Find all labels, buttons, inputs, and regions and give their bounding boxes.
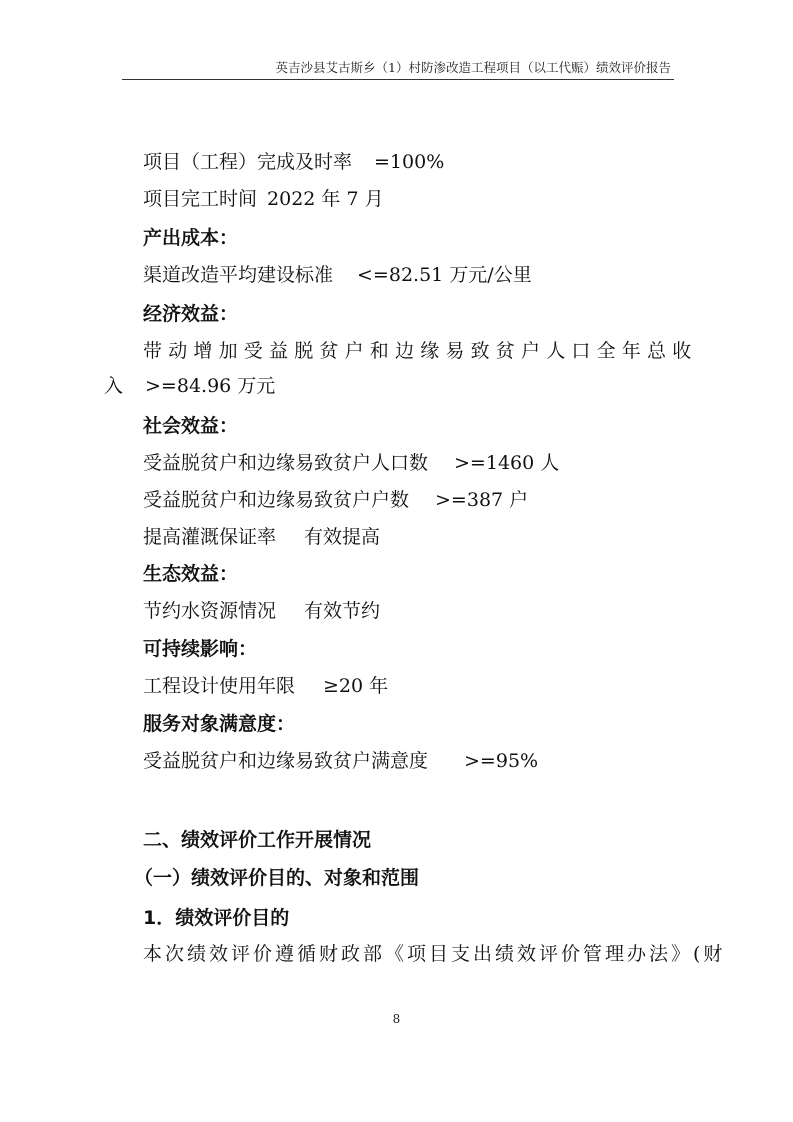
subsection-1-title: （一）绩效评价目的、对象和范围: [134, 867, 420, 889]
households-row: [143, 488, 528, 512]
completion-time-value: 2022 年 7 月: [267, 188, 384, 210]
completion-rate-row: [143, 150, 444, 174]
irrigation-label: 提高灌溉保证率: [143, 526, 277, 548]
income-value: >=84.96 万元: [145, 375, 276, 397]
satisfaction-row: [143, 749, 538, 773]
water-saving-row: [143, 599, 380, 623]
canal-cost-row: [143, 263, 532, 287]
satisfaction-label: 受益脱贫户和边缘易致贫户满意度: [143, 750, 429, 772]
income-line-1: 带动增加受益脱贫户和边缘易致贫户人口全年总收: [143, 340, 698, 362]
sustainability-heading: 可持续影响：: [143, 638, 258, 660]
design-life-label: 工程设计使用年限: [143, 675, 296, 697]
population-value: >=1460 人: [454, 452, 560, 474]
income-label-tail: 入: [104, 375, 124, 397]
section-2-title: 二、绩效评价工作开展情况: [143, 829, 372, 851]
page-number: 8: [392, 1012, 401, 1026]
paragraph-start: 本次绩效评价遵循财政部《项目支出绩效评价管理办法》(财: [143, 943, 726, 965]
completion-rate-value: =100%: [374, 151, 445, 173]
households-label: 受益脱贫户和边缘易致贫户户数: [143, 489, 410, 511]
irrigation-value: 有效提高: [304, 526, 381, 548]
satisfaction-value: >=95%: [464, 750, 539, 772]
cost-heading: 产出成本：: [143, 227, 239, 249]
canal-cost-value: <=82.51 万元/公里: [357, 264, 532, 286]
completion-time-label: 项目完工时间: [143, 188, 258, 210]
irrigation-row: [143, 525, 380, 549]
households-value: >=387 户: [435, 489, 529, 511]
satisfaction-heading: 服务对象满意度：: [143, 713, 296, 735]
social-heading: 社会效益：: [143, 415, 239, 437]
population-row: [143, 451, 559, 475]
header-divider: [122, 79, 674, 80]
ecological-heading: 生态效益：: [143, 563, 239, 585]
economic-heading: 经济效益：: [143, 303, 239, 325]
canal-cost-label: 渠道改造平均建设标准: [143, 264, 334, 286]
population-label: 受益脱贫户和边缘易致贫户人口数: [143, 452, 429, 474]
design-life-value: ≥20 年: [323, 675, 389, 697]
item-1-title: 1．绩效评价目的: [143, 907, 290, 929]
water-saving-value: 有效节约: [304, 600, 381, 622]
completion-rate-label: 项目（工程）完成及时率: [143, 151, 353, 173]
completion-time-row: [143, 187, 384, 211]
document-header-title: 英吉沙县艾古斯乡（1）村防渗改造工程项目（以工代赈）绩效评价报告: [275, 60, 671, 75]
income-line-2: [104, 374, 275, 398]
design-life-row: [143, 674, 388, 698]
water-saving-label: 节约水资源情况: [143, 600, 277, 622]
